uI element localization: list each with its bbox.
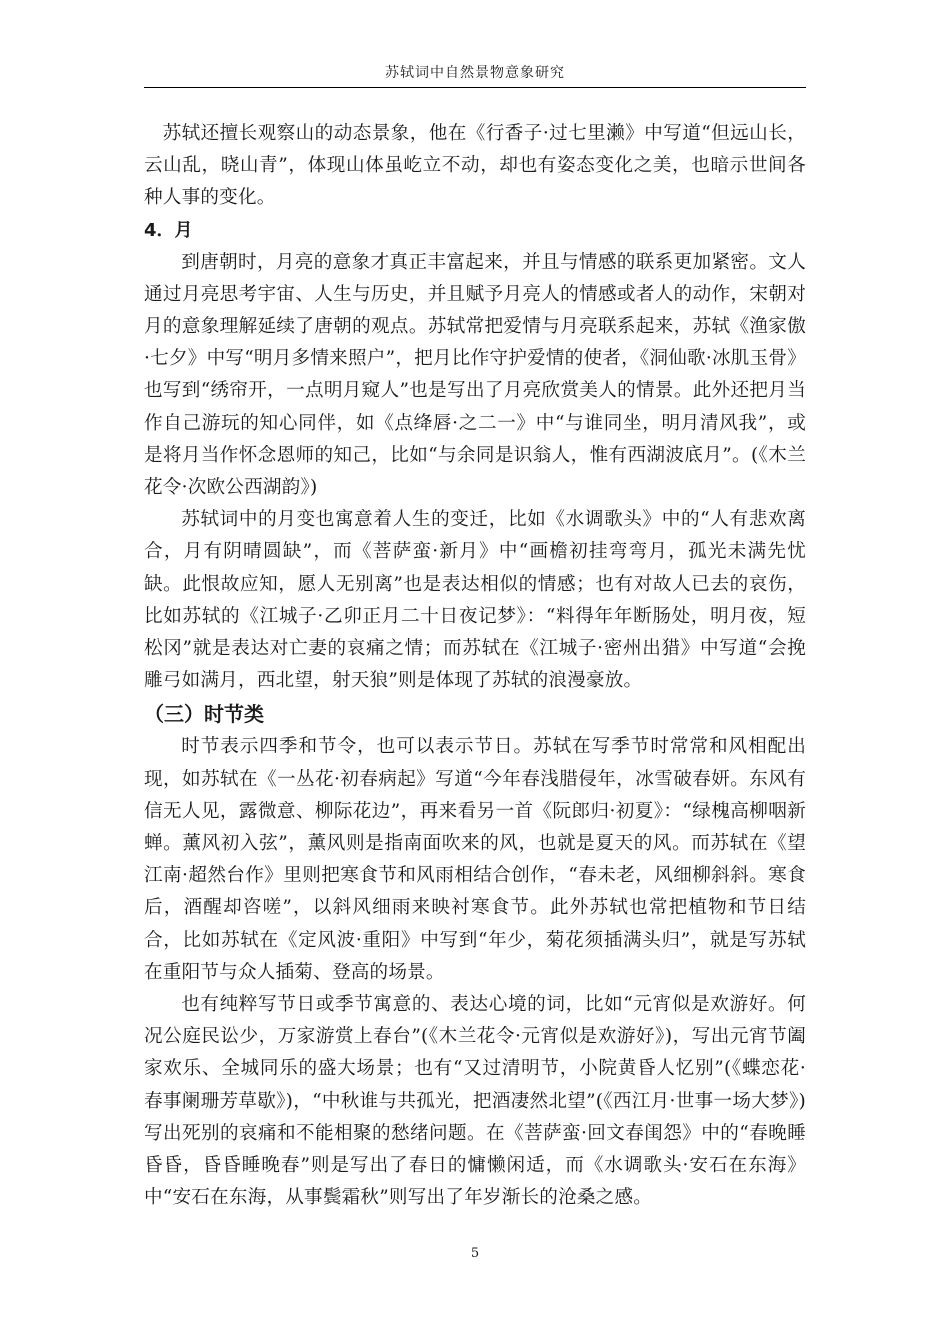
- paragraph-season-1: 时节表示四季和节令，也可以表示节日。苏轼在写季节时常常和风相配出现，如苏轼在《一丛花·初春病起》写道“今年春浅腊侵年，冰雪破春妍。东风有信无人见，露微意、柳际花边”，再来看另一首《阮郎归·初夏》：“绿槐高柳咽新蝉。薰风初入弦”，薰风则是指南面吹来的风，也就是夏天的风。而苏轼在《望江南·超然台作》里则把寒食节和风雨相结合创作，“春未老，风细柳斜斜。寒食后，酒醒却咨嗟”，以斜风细雨来映衬寒食节。此外苏轼也常把植物和节日结合，比如苏轼在《定风波·重阳》中写到“年少，菊花须插满头归”，就是写苏轼在重阳节与众人插菊、登高的场景。: [144, 736, 806, 983]
- page-number: 5: [470, 1246, 480, 1261]
- running-header: 苏轼词中自然景物意象研究: [385, 65, 565, 81]
- paragraph-mountain: 苏轼还擅长观察山的动态景象，他在《行香子·过七里濑》中写道“但远山长，云山乱，晓山青”，体现山体虽屹立不动，却也有姿态变化之美，也暗示世间各种人事的变化。: [144, 123, 806, 209]
- header-rule: [144, 87, 806, 88]
- paragraph-moon-1: 到唐朝时，月亮的意象才真正丰富起来，并且与情感的联系更加紧密。文人通过月亮思考宇宙、人生与历史，并且赋予月亮人的情感或者人的动作，宋朝对月的意象理解延续了唐朝的观点。苏轼常把爱情与月亮联系起来，苏轼《渔家傲·七夕》中写“明月多情来照户”，把月比作守护爱情的使者，《洞仙歌·冰肌玉骨》也写到“绣帘开，一点明月窥人”也是写出了月亮欣赏美人的情景。此外还把月当作自己游玩的知心同伴，如《点绛唇·之二一》中“与谁同坐，明月清风我”，或是将月当作怀念恩师的知己，比如“与余同是识翁人，惟有西湖波底月”。(《木兰花令·次欧公西湖韵》): [144, 251, 806, 499]
- page-body: [144, 118, 806, 1215]
- heading-season: （三）时节类: [144, 702, 264, 727]
- paragraph-moon-2: 苏轼词中的月变也寓意着人生的变迁，比如《水调歌头》中的“人有悲欢离合，月有阴晴圆缺”，而《菩萨蛮·新月》中“画檐初挂弯弯月，孤光未满先忧缺。此恨故应知，愿人无别离”也是表达相似的情感；也有对故人已去的哀伤，比如苏轼的《江城子·乙卯正月二十日夜记梦》：“料得年年断肠处，明月夜，短松冈”就是表达对亡妻的哀痛之情；而苏轼在《江城子·密州出猎》中写道“会挽雕弓如满月，西北望，射天狼”则是体现了苏轼的浪漫豪放。: [144, 509, 806, 692]
- paragraph-season-2: 也有纯粹写节日或季节寓意的、表达心境的词，比如“元宵似是欢游好。何况公庭民讼少，万家游赏上春台”(《木兰花令·元宵似是欢游好》)，写出元宵节阖家欢乐、全城同乐的盛大场景；也有“又过清明节，小院黄昏人忆别”(《蝶恋花·春事阑珊芳草歇》)，“中秋谁与共孤光，把酒凄然北望”(《西江月·世事一场大梦》)写出死别的哀痛和不能相聚的愁绪问题。在《菩萨蛮·回文春闺怨》中的“春晚睡昏昏，昏昏睡晚春”则是写出了春日的慵懒闲适，而《水调歌头·安石在东海》中“安石在东海，从事鬓霜秋”则写出了年岁渐长的沧桑之感。: [144, 994, 806, 1209]
- heading-moon: 4．月: [144, 219, 193, 241]
